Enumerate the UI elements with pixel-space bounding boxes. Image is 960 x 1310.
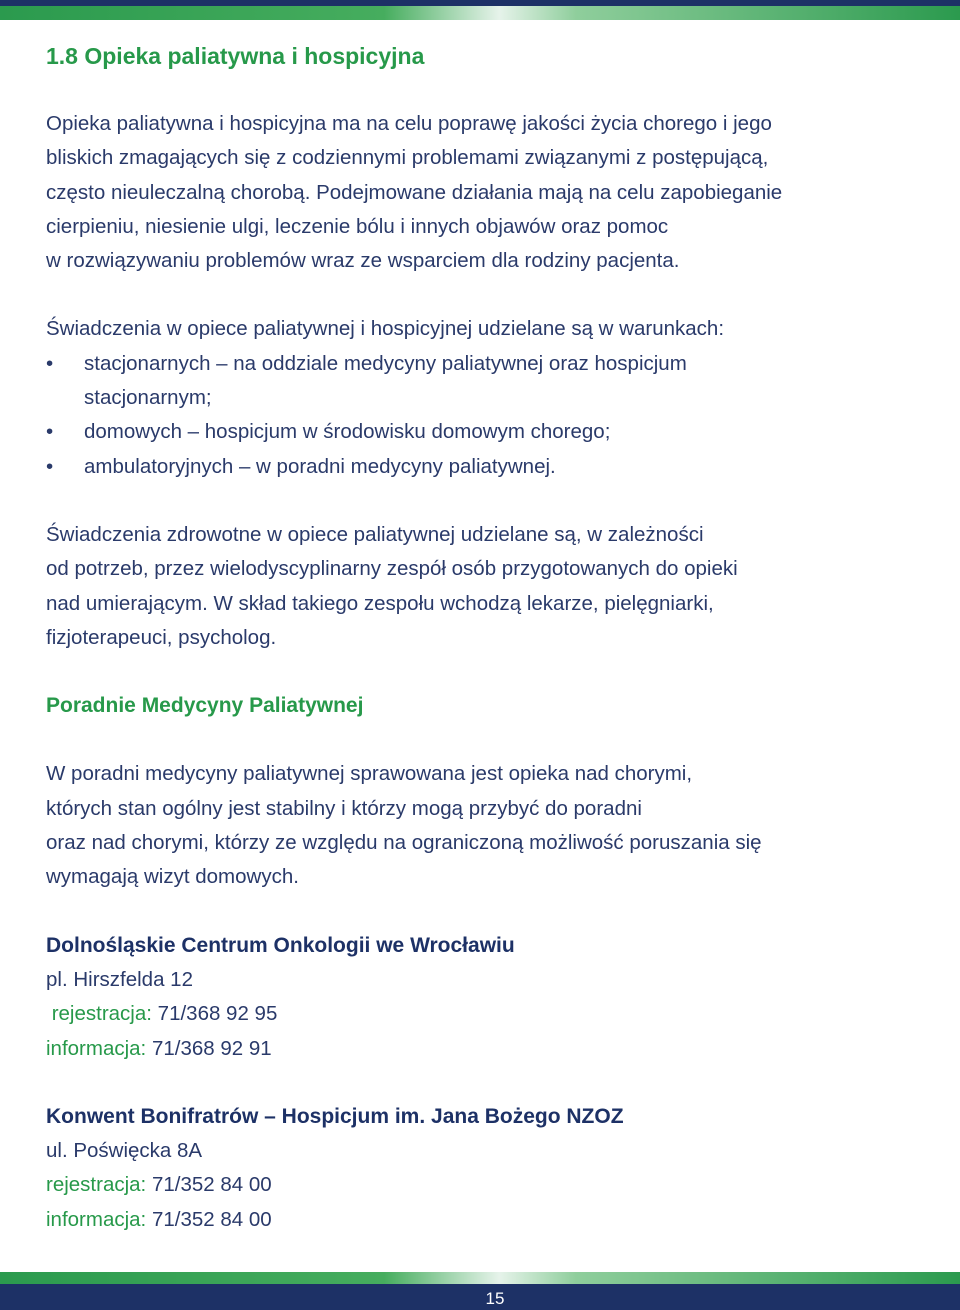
text-line: W poradni medycyny paliatywnej sprawowana jest opieka nad chorymi, bbox=[46, 762, 693, 786]
conditions-intro: Świadczenia w opiece paliatywnej i hospicyjnej udzielane są w warunkach: bbox=[46, 317, 725, 341]
registration-line bbox=[46, 997, 926, 1031]
page-number: 15 bbox=[485, 1289, 505, 1308]
information-line bbox=[46, 1203, 926, 1237]
team-paragraph bbox=[46, 518, 926, 655]
text-line: Opieka paliatywna i hospicyjna ma na celu poprawę jakości życia chorego i jego bbox=[46, 112, 772, 135]
list-item-text: domowych – hospicjum w środowisku domowym chorego; bbox=[84, 420, 611, 444]
text-line: od potrzeb, przez wielodyscyplinarny zespół osób przygotowanych do opieki bbox=[46, 557, 738, 581]
top-decorative-bar bbox=[0, 0, 960, 20]
intro-paragraph bbox=[46, 107, 926, 278]
information-label: informacja: bbox=[46, 1207, 147, 1231]
text-line: Świadczenia zdrowotne w opiece paliatywnej udzielane są, w zależności bbox=[46, 522, 704, 546]
institution-name: Konwent Bonifratrów – Hospicjum im. Jana Bożego NZOZ bbox=[46, 1104, 624, 1128]
information-line bbox=[46, 1032, 926, 1066]
list-item-text: stacjonarnych – na oddziale medycyny paliatywnej oraz hospicjum bbox=[84, 351, 687, 375]
list-item bbox=[46, 450, 926, 484]
clinic-paragraph bbox=[46, 757, 926, 894]
registration-phone: 71/368 92 95 bbox=[151, 1002, 278, 1026]
bullet-icon: • bbox=[46, 454, 54, 478]
text-line: fizjoterapeuci, psycholog. bbox=[46, 625, 277, 649]
list-item bbox=[46, 415, 926, 449]
contact-block bbox=[46, 1100, 926, 1237]
contact-block bbox=[46, 929, 926, 1066]
conditions-list bbox=[46, 347, 926, 484]
section-heading: 1.8 Opieka paliatywna i hospicyjna bbox=[46, 43, 425, 69]
registration-label: rejestracja: bbox=[46, 1173, 147, 1197]
information-phone: 71/368 92 91 bbox=[146, 1036, 272, 1060]
text-line: często nieuleczalną chorobą. Podejmowane działania mają na celu zapobieganie bbox=[46, 180, 783, 204]
subheading: Poradnie Medycyny Paliatywnej bbox=[46, 694, 364, 718]
text-line: wymagają wizyt domowych. bbox=[46, 865, 299, 889]
text-line: cierpieniu, niesienie ulgi, leczenie bólu i innych objawów oraz pomoc bbox=[46, 214, 669, 238]
text-line: oraz nad chorymi, którzy ze względu na ograniczoną możliwość poruszania się bbox=[46, 831, 762, 855]
bullet-icon: • bbox=[46, 420, 54, 444]
text-line: w rozwiązywaniu problemów wraz ze wsparciem dla rodziny pacjenta. bbox=[46, 249, 680, 273]
registration-phone: 71/352 84 00 bbox=[146, 1173, 272, 1197]
list-item bbox=[46, 347, 926, 416]
text-line: bliskich zmagających się z codziennymi problemami związanymi z postępującą, bbox=[46, 146, 769, 170]
information-label: informacja: bbox=[46, 1036, 147, 1060]
text-line: nad umierającym. W skład takiego zespołu wchodzą lekarze, pielęgniarki, bbox=[46, 591, 714, 615]
bullet-icon: • bbox=[46, 351, 54, 375]
registration-line bbox=[46, 1168, 926, 1202]
institution-address: ul. Poświęcka 8A bbox=[46, 1139, 203, 1163]
bottom-green-stripe bbox=[0, 1272, 960, 1284]
information-phone: 71/352 84 00 bbox=[146, 1207, 272, 1231]
top-green-stripe bbox=[0, 6, 960, 20]
page-content bbox=[46, 36, 926, 1237]
institution-address: pl. Hirszfelda 12 bbox=[46, 967, 193, 991]
list-item-text: stacjonarnym; bbox=[84, 386, 212, 410]
text-line: których stan ogólny jest stabilny i którzy mogą przybyć do poradni bbox=[46, 796, 642, 820]
registration-label: rejestracja: bbox=[46, 1002, 152, 1026]
institution-name: Dolnośląskie Centrum Onkologii we Wrocławiu bbox=[46, 933, 515, 957]
list-item-text: ambulatoryjnych – w poradni medycyny paliatywnej. bbox=[84, 454, 556, 478]
